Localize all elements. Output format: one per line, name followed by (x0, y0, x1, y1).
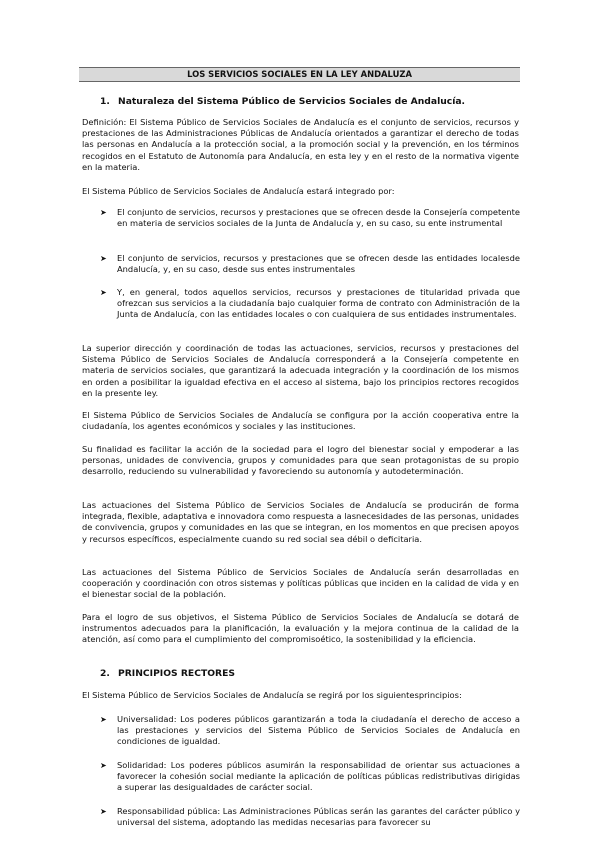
paragraph: Las actuaciones del Sistema Público de Servicios Sociales de Andalucía serán desarrolladas en cooperación y coordinación con otros sistemas y políticas públicas que inciden en la calidad de vida y en el bienestar social de la población. (82, 567, 519, 600)
paragraph: Las actuaciones del Sistema Público de Servicios Sociales de Andalucía se producirán de forma integrada, flexible, adaptativa e innovadora como respuesta a lasnecesidades de las personas, unidades de convivencia, grupos y comunidades en las que se integran, en los momentos en que precisen apoyos y recursos específicos, especialmente cuando su red social sea débil o deficitaria. (82, 500, 519, 544)
section-1-heading (82, 96, 465, 108)
list-item-text: Universalidad: Los poderes públicos garantizarán a toda la ciudadanía el derecho de acceso a las prestaciones y servicios del Sistema Público de Servicios Sociales de Andalucía en condiciones de igualdad. (117, 714, 520, 747)
principios-intro: El Sistema Público de Servicios Sociales de Andalucía se regirá por los siguientesprincipios: (82, 690, 462, 700)
arrowhead-bullet-icon: ➤ (100, 807, 107, 816)
list-item-text: El conjunto de servicios, recursos y prestaciones que se ofrecen desde las entidades localesde Andalucía, y, en su caso, desde sus entes instrumentales (117, 253, 520, 275)
list-item-text: Solidaridad: Los poderes públicos asumirán la responsabilidad de orientar sus actuaciones a favorecer la cohesión social mediante la aplicación de políticas públicas redistributivas dirigidas a superar las desigualdades de carácter social. (117, 760, 520, 793)
list-item (100, 760, 520, 794)
document-title: LOS SERVICIOS SOCIALES EN LA LEY ANDALUZA (79, 67, 520, 82)
arrowhead-bullet-icon: ➤ (100, 715, 107, 724)
list-item-text: El conjunto de servicios, recursos y prestaciones que se ofrecen desde la Consejería competente en materia de servicios sociales de la Junta de Andalucía y, en su caso, su ente instrumental (117, 207, 520, 229)
list-item (100, 714, 520, 748)
section-2-number: 2. (100, 668, 110, 679)
list-item-text: Responsabilidad pública: Las Administraciones Públicas serán las garantes del carácter público y universal del sistema, adoptando las medidas necesarias para favorecer su (117, 806, 520, 828)
arrowhead-bullet-icon: ➤ (100, 288, 107, 297)
paragraph: Su finalidad es facilitar la acción de la sociedad para el logro del bienestar social y empoderar a las personas, unidades de convivencia, grupos y comunidades para que sean protagonistas de su propio desarrollo, reduciendo su vulnerabilidad y favoreciendo su autonomía y autodeterminación. (82, 444, 519, 477)
paragraph: La superior dirección y coordinación de todas las actuaciones, servicios, recursos y prestaciones del Sistema Público de Servicios Sociales de Andalucía corresponderá a la Consejería competente en materia de servicios sociales, que garantizará la adecuada integración y la coordinación de los mismos en orden a posibilitar la igualdad efectiva en el acceso al sistema, bajo los principios rectores recogidos en la presente ley. (82, 343, 519, 398)
arrowhead-bullet-icon: ➤ (100, 761, 107, 770)
list-item (100, 253, 520, 275)
paragraph: Para el logro de sus objetivos, el Sistema Público de Servicios Sociales de Andalucía se dotará de instrumentos adecuados para la planificación, la evaluación y la mejora continua de la calidad de la atención, así como para el cumplimiento del compromisoético, la sostenibilidad y la eficiencia. (82, 612, 519, 645)
list-item-text: Y, en general, todos aquellos servicios, recursos y prestaciones de titularidad privada que ofrezcan sus servicios a la ciudadanía bajo cualquier forma de contrato con Administración de la Junta de Andalucía, con las entidades locales o con cualquiera de sus entidades instrumentales. (117, 287, 520, 320)
list-item (100, 806, 520, 828)
arrowhead-bullet-icon: ➤ (100, 254, 107, 263)
section-1-number: 1. (100, 96, 110, 107)
section-2-title: PRINCIPIOS RECTORES (118, 668, 235, 679)
arrowhead-bullet-icon: ➤ (100, 208, 107, 217)
list-item (100, 287, 520, 321)
section-2-heading (82, 668, 235, 680)
definition-paragraph: Definición: El Sistema Público de Servicios Sociales de Andalucía es el conjunto de servicios, recursos y prestaciones de las Administraciones Públicas de Andalucía orientados a garantizar el derecho de todas las personas en Andalucía a la protección social, a la promoción social y la prevención, en los términos recogidos en el Estatuto de Autonomía para Andalucía, en esta ley y en el resto de la normativa vigente en la materia. (82, 117, 519, 172)
integrado-intro: El Sistema Público de Servicios Sociales de Andalucía estará integrado por: (82, 186, 395, 196)
section-1-title: Naturaleza del Sistema Público de Servicios Sociales de Andalucía. (118, 96, 466, 107)
list-item (100, 207, 520, 229)
paragraph: El Sistema Público de Servicios Sociales de Andalucía se configura por la acción cooperativa entre la ciudadanía, los agentes económicos y sociales y las instituciones. (82, 410, 519, 432)
